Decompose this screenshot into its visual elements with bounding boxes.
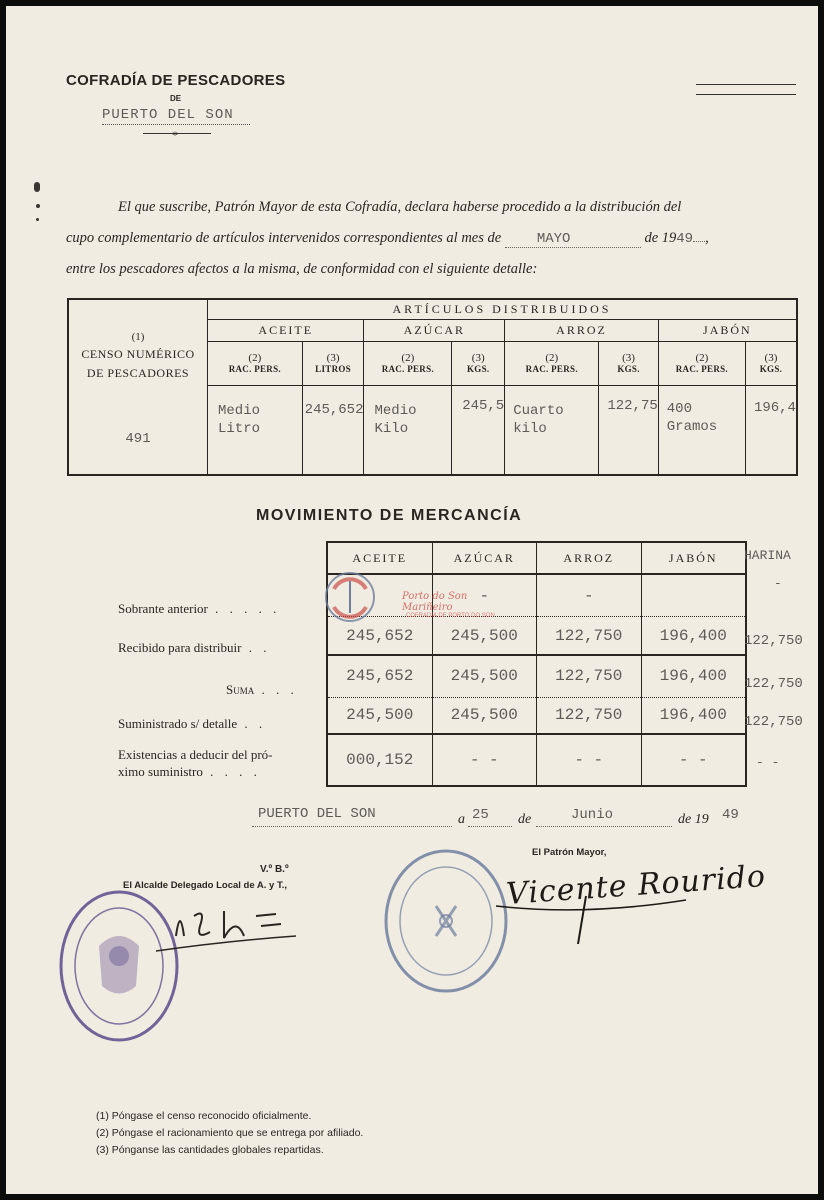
row-label-existencias-1: Existencias a deducir del pró- (118, 747, 273, 762)
mv-extra-r3: 122,750 (744, 714, 803, 730)
arroz-total: 122,75 (599, 385, 658, 475)
footnote-2: (2) Póngase el racionamiento que se entrega por afiliado. (96, 1127, 364, 1139)
mv-r2-c2: 122,750 (537, 655, 642, 697)
mv-col-aceite: ACEITE (327, 542, 432, 574)
jabon-c1-note: (2) (695, 352, 709, 364)
date-month-dots (536, 826, 672, 827)
org-place: PUERTO DEL SON (102, 107, 234, 123)
census-label-2: DE PESCADORES (86, 366, 190, 380)
mv-r2-c3: 196,400 (641, 655, 746, 697)
row-label-existencias-2-wrap (118, 763, 273, 780)
date-month: Junio (571, 807, 614, 823)
date-de2: de 19 (678, 812, 709, 827)
aceite-c2-note: (3) (326, 352, 340, 364)
movement-title: MOVIMIENTO DE MERCANCÍA (256, 507, 523, 524)
header-ornament: * (172, 128, 178, 142)
jabon-c2-label: KGS. (759, 364, 783, 374)
jabon-ration: 400 Gramos (658, 385, 745, 475)
arroz-col2-header (599, 341, 658, 385)
date-place: PUERTO DEL SON (258, 806, 376, 822)
binding-mark (36, 218, 39, 221)
logo-stamp-line1: Porto do Son Mariñeiro (402, 591, 468, 613)
org-title: COFRADÍA DE PESCADORES (66, 72, 286, 89)
azucar-c2-label: KGS. (466, 364, 490, 374)
arroz-col1-header (505, 341, 599, 385)
mv-col-jabon: JABÓN (641, 542, 746, 574)
jabon-c2-note: (3) (764, 352, 778, 364)
date-day: 25 (472, 807, 489, 823)
mv-r4-c0: 000,152 (327, 734, 432, 786)
mv-r0-c3 (641, 574, 746, 616)
jabon-c1-label: RAC. PERS. (675, 364, 728, 374)
row-label-sobrante-text: Sobrante anterior (118, 601, 208, 616)
leader-dots: . . (241, 640, 271, 655)
arroz-c2-label: KGS. (617, 364, 640, 374)
row-label-suma (226, 682, 298, 698)
aceite-ration: Medio Litro (208, 385, 303, 475)
declaration-line-2b: de 19 (644, 230, 677, 246)
row-label-sobrante (118, 601, 280, 617)
mv-r3-c2: 122,750 (537, 697, 642, 733)
item-name-azucar: AZÚCAR (364, 319, 505, 341)
date-year: 49 (722, 807, 739, 823)
logo-stamp-line2: COFRADÍA DE PORTO DO SON (406, 613, 495, 619)
declaration-line-2a: cupo complementario de artículos intervenidos correspondientes al mes de (66, 230, 502, 246)
place-underline (102, 124, 250, 125)
mv-col-arroz: ARROZ (537, 542, 642, 574)
mv-extra-r1: 122,750 (744, 633, 803, 649)
mv-r3-c1: 245,500 (432, 697, 537, 733)
declaration-line-3: entre los pescadores afectos a la misma, de conformidad con el siguiente detalle: (66, 261, 538, 277)
mv-r1-c3: 196,400 (641, 617, 746, 655)
alcalde-label: El Alcalde Delegado Local de A. y T., (123, 880, 288, 891)
row-label-existencias-2: ximo suministro (118, 764, 203, 779)
mv-r4-c3: - - (641, 734, 746, 786)
azucar-col1-header (364, 341, 452, 385)
census-label-1: CENSO NUMÉRICO (81, 347, 195, 361)
patron-label: El Patrón Mayor, (532, 847, 607, 858)
binding-mark (36, 204, 40, 208)
row-label-suministrado-text: Suministrado s/ detalle (118, 716, 238, 731)
articles-header: ARTÍCULOS DISTRIBUIDOS (208, 299, 798, 319)
jabon-col2-header (745, 341, 797, 385)
declaration-line-2 (66, 230, 709, 248)
row-label-suma-text: Suma (226, 682, 255, 697)
mv-r1-c0: 245,652 (327, 617, 432, 655)
arroz-c1-label: RAC. PERS. (525, 364, 578, 374)
azucar-total: 245,5 (452, 385, 505, 475)
top-right-rule (696, 84, 796, 85)
mv-r4-c1: - - (432, 734, 537, 786)
aceite-total: 245,652 (302, 385, 364, 475)
census-note: (1) (131, 331, 145, 343)
mv-r1-c1: 245,500 (432, 617, 537, 655)
jabon-total: 196,4 (745, 385, 797, 475)
binding-mark (34, 182, 40, 192)
footnote-3: (3) Pónganse las cantidades globales repartidas. (96, 1144, 324, 1156)
census-header-cell (68, 299, 208, 475)
patron-signature: Vicente Rourido (505, 858, 768, 913)
mv-r0-c2: - (537, 574, 642, 616)
date-place-dots (252, 826, 452, 827)
leader-dots: . . . (254, 682, 298, 697)
year-dots (693, 241, 705, 242)
leader-dots: . . . . . (207, 601, 281, 616)
azucar-c1-note: (2) (401, 352, 415, 364)
arroz-c1-note: (2) (545, 352, 559, 364)
row-label-suministrado (118, 716, 266, 732)
jabon-col1-header (658, 341, 745, 385)
mv-r3-c3: 196,400 (641, 697, 746, 733)
aceite-c2-label: LITROS (315, 364, 351, 374)
item-name-arroz: ARROZ (505, 319, 659, 341)
item-name-aceite: ACEITE (208, 319, 364, 341)
date-day-dots (468, 826, 512, 827)
declaration-line-2c: , (705, 230, 709, 246)
vb-label: V.º B.º (260, 864, 289, 875)
mv-extra-header: HARINA (744, 548, 791, 563)
mv-r2-c1: 245,500 (432, 655, 537, 697)
mv-r4-c2: - - (537, 734, 642, 786)
month-field: MAYO (505, 231, 641, 248)
cofradia-logo-stamp (320, 569, 520, 634)
year-field: 49 (676, 231, 694, 247)
leader-dots: . . . . (202, 764, 261, 779)
footnote-1: (1) Póngase el censo reconocido oficialmente. (96, 1110, 312, 1122)
mv-extra-r2: 122,750 (744, 676, 803, 692)
mv-r0-c1: - (432, 574, 537, 616)
azucar-c2-note: (3) (471, 352, 485, 364)
row-label-recibido-text: Recibido para distribuir (118, 640, 242, 655)
distribution-table (67, 298, 798, 476)
aceite-col1-header (208, 341, 303, 385)
patron-signature-flourish (486, 886, 706, 946)
aceite-c1-note: (2) (248, 352, 262, 364)
arroz-c2-note: (3) (622, 352, 635, 364)
org-de: DE (170, 94, 182, 103)
aceite-col2-header (302, 341, 364, 385)
mv-r2-c0: 245,652 (327, 655, 432, 697)
arroz-ration: Cuarto kilo (505, 385, 599, 475)
date-a: a (458, 812, 465, 827)
azucar-col2-header (452, 341, 505, 385)
row-label-recibido (118, 640, 270, 656)
document-page (6, 6, 818, 1194)
item-name-jabon: JABÓN (658, 319, 797, 341)
mv-r1-c2: 122,750 (537, 617, 642, 655)
azucar-ration: Medio Kilo (364, 385, 452, 475)
top-right-rule-2 (696, 94, 796, 95)
alcalde-signature (146, 896, 306, 956)
mv-extra-r0: - (774, 576, 782, 591)
date-de1: de (518, 812, 532, 827)
row-label-existencias (118, 746, 273, 780)
census-value: 491 (125, 431, 151, 447)
leader-dots: . . (237, 716, 267, 731)
azucar-c1-label: RAC. PERS. (381, 364, 434, 374)
aceite-c1-label: RAC. PERS. (228, 364, 281, 374)
declaration-line-1: El que suscribe, Patrón Mayor de esta Cofradía, declara haberse procedido a la distribución del (118, 199, 682, 215)
mv-extra-r4: - - (756, 755, 780, 770)
mv-r3-c0: 245,500 (327, 697, 432, 733)
mv-col-azucar: AZÚCAR (432, 542, 537, 574)
